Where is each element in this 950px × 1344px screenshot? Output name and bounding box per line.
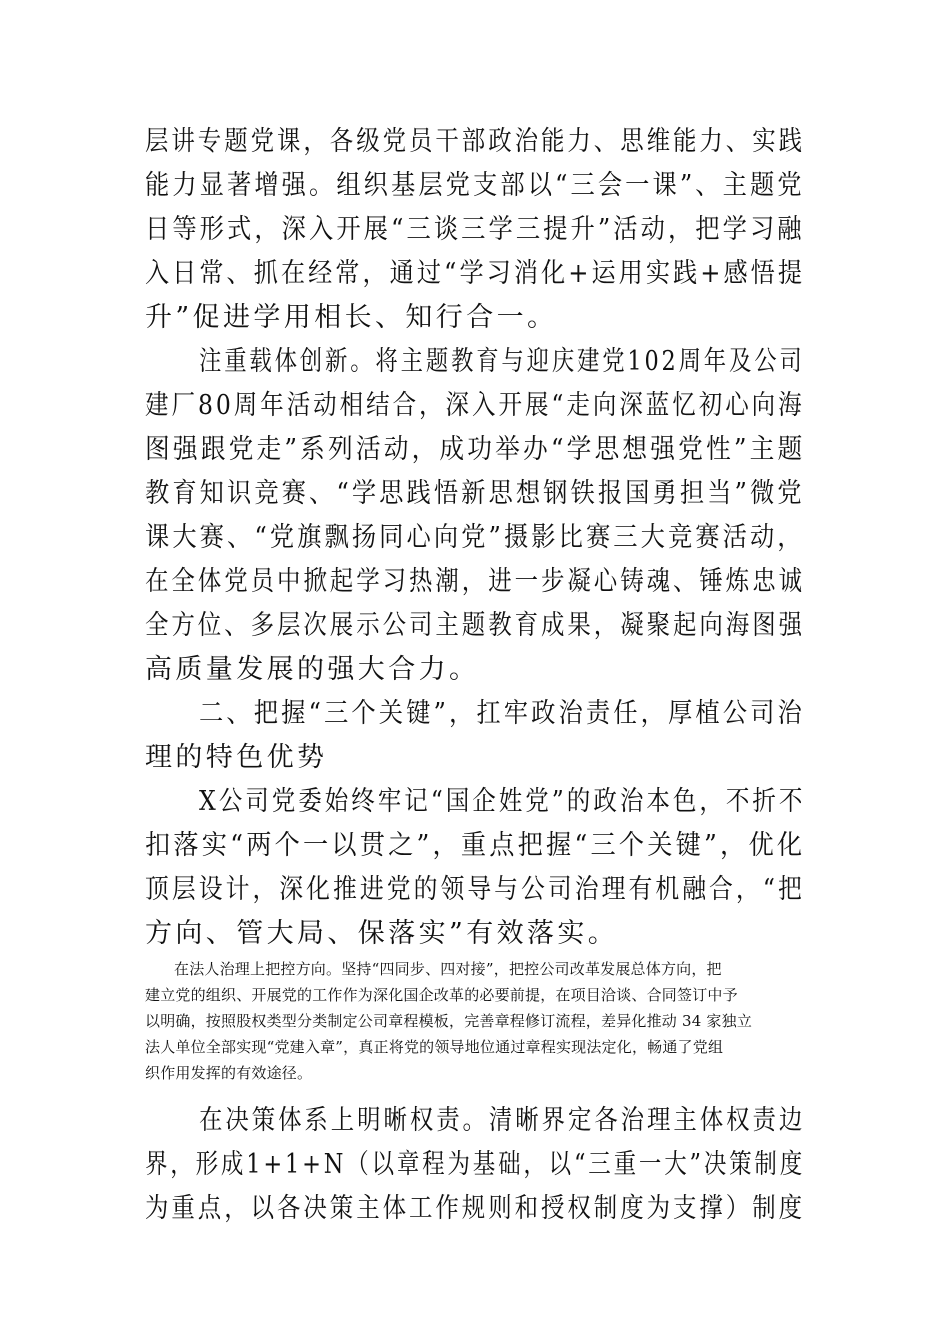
text-line: 全方位、多层次展示公司主题教育成果，凝聚起向海图强 xyxy=(145,610,805,641)
text-line: X公司党委始终牢记“国企姓党”的政治本色，不折不 xyxy=(199,786,806,817)
text-line: 扣落实“两个一以贯之”，重点把握“三个关键”，优化 xyxy=(145,830,806,861)
text-line: 日等形式，深入开展“三谈三学三提升”活动，把学习融 xyxy=(145,214,805,245)
text-line: 升”促进学用相长、知行合一。 xyxy=(145,302,558,333)
text-line: 教育知识竞赛、“学思践悟新思想钢铁报国勇担当”微党 xyxy=(145,478,805,509)
text-line: 界，形成1+1+N（以章程为基础，以“三重一大”决策制度 xyxy=(145,1149,806,1180)
text-line: 在法人治理上把控方向。坚持“四同步、四对接”，把控公司改革发展总体方向，把 xyxy=(174,960,722,978)
text-line: 注重载体创新。将主题教育与迎庆建党102周年及公司 xyxy=(199,346,805,377)
heading-line: 二、把握“三个关键”，扛牢政治责任，厚植公司治 xyxy=(199,698,805,729)
text-line: 课大赛、“党旗飘扬同心向党”摄影比赛三大竞赛活动， xyxy=(145,522,805,553)
text-line: 在决策体系上明晰权责。清晰界定各治理主体权责边 xyxy=(199,1105,806,1136)
text-line: 能力显著增强。组织基层党支部以“三会一课”、主题党 xyxy=(145,170,805,201)
text-line: 高质量发展的强大合力。 xyxy=(145,654,480,685)
text-line: 在全体党员中掀起学习热潮，进一步凝心铸魂、锤炼忠诚 xyxy=(145,566,805,597)
text-line: 入日常、抓在经常，通过“学习消化+运用实践+感悟提 xyxy=(145,258,806,289)
text-line: 图强跟党走”系列活动，成功举办“学思想强党性”主题 xyxy=(145,434,806,465)
text-line: 方向、管大局、保落实”有效落实。 xyxy=(145,918,619,949)
heading-line: 理的特色优势 xyxy=(145,742,328,773)
text-line: 顶层设计，深化推进党的领导与公司治理有机融合，“把 xyxy=(145,874,805,905)
text-line: 建立党的组织、开展党的工作作为深化国企改革的必要前提，在项目洽谈、合同签订中予 xyxy=(145,986,738,1004)
text-line: 织作用发挥的有效途径。 xyxy=(145,1064,313,1082)
text-line: 以明确，按照股权类型分类制定公司章程模板，完善章程修订流程，差异化推动 34 家独立 xyxy=(145,1012,753,1030)
text-line: 层讲专题党课，各级党员干部政治能力、思维能力、实践 xyxy=(145,126,805,157)
text-line: 法人单位全部实现“党建入章”，真正将党的领导地位通过章程实现法定化，畅通了党组 xyxy=(145,1038,724,1056)
text-line: 为重点，以各决策主体工作规则和授权制度为支撑）制度 xyxy=(145,1193,805,1224)
text-line: 建厂80周年活动相结合，深入开展“走向深蓝忆初心向海 xyxy=(145,390,805,421)
